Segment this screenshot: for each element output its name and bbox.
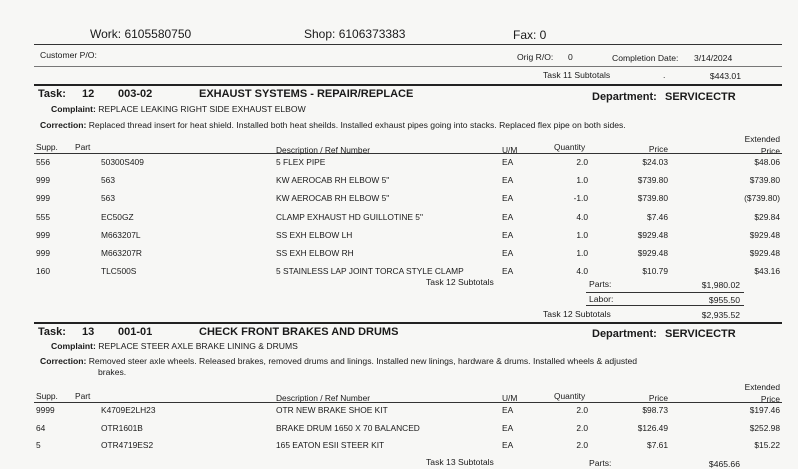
- cell-part: M663207L: [101, 229, 141, 240]
- divider: [586, 305, 744, 306]
- cell-supp: 556: [36, 157, 50, 167]
- col-part: Part: [75, 142, 91, 152]
- shop-phone: Shop: 6106373383: [304, 27, 406, 41]
- orig-ro-value: 0: [568, 52, 573, 62]
- completion-date-value: 3/14/2024: [694, 53, 733, 63]
- task-code: 003-02: [118, 88, 153, 100]
- orig-ro-label: Orig R/O:: [517, 52, 554, 62]
- cell-desc: KW AEROCAB RH ELBOW 5": [276, 175, 390, 186]
- cell-part: EC50GZ: [101, 211, 134, 222]
- completion-date-label: Completion Date:: [612, 53, 679, 63]
- cell-um: EA: [502, 440, 514, 450]
- cell-ext: $48.06: [754, 157, 780, 167]
- complaint-text: REPLACE LEAKING RIGHT SIDE EXHAUST ELBOW: [98, 104, 306, 114]
- cell-supp: 999: [36, 175, 50, 186]
- complaint-label: Complaint:: [51, 341, 96, 351]
- divider: [586, 292, 744, 293]
- task12-subtotals-label: Task 12 Subtotals: [426, 277, 494, 287]
- task12-parts-label: Parts:: [589, 279, 612, 289]
- task13-parts-label: Parts:: [589, 458, 612, 468]
- cell-part: OTR4719ES2: [101, 440, 154, 450]
- cell-desc: BRAKE DRUM 1650 X 70 BALANCED: [276, 422, 420, 433]
- col-quantity: Quantity: [554, 391, 586, 401]
- cell-desc: 5 STAINLESS LAP JOINT TORCA STYLE CLAMP: [276, 266, 464, 277]
- col-extended: Extended: [744, 134, 780, 144]
- col-price: Price: [648, 144, 668, 154]
- cell-part: 563: [101, 193, 115, 204]
- correction-text-continued: brakes.: [98, 367, 127, 377]
- cell-ext: $15.22: [754, 440, 780, 450]
- cell-price: $929.48: [637, 248, 668, 258]
- cell-qty: 2.0: [576, 157, 588, 167]
- table-row: [0, 423, 798, 437]
- task12-labor-label: Labor:: [589, 294, 614, 304]
- task12-total-value: $2,935.52: [701, 310, 740, 320]
- col-price: Price: [648, 393, 668, 403]
- cell-qty: 4.0: [576, 211, 588, 222]
- cell-supp: 160: [36, 266, 50, 277]
- table-row: [0, 440, 798, 454]
- cell-supp: 555: [36, 211, 50, 222]
- cell-um: EA: [502, 157, 514, 167]
- divider: [34, 84, 782, 86]
- cell-um: EA: [502, 193, 514, 204]
- cell-qty: 1.0: [576, 248, 588, 258]
- department-value: SERVICECTR: [665, 91, 736, 103]
- cell-desc: CLAMP EXHAUST HD GUILLOTINE 5": [276, 211, 423, 222]
- task11-subtotals-label: Task 11 Subtotals: [543, 70, 611, 80]
- cell-desc: 165 EATON ESII STEER KIT: [276, 440, 385, 450]
- cell-price: $126.49: [637, 422, 668, 433]
- cell-um: EA: [502, 266, 514, 277]
- divider: [34, 66, 782, 67]
- cell-um: EA: [502, 422, 514, 433]
- cell-desc: SS EXH ELBOW RH: [276, 248, 354, 258]
- department-label: Department:: [592, 328, 657, 340]
- task13-parts-value: $465.66: [708, 459, 740, 469]
- col-supp: Supp.: [36, 142, 58, 152]
- cell-part: 563: [101, 175, 115, 186]
- cell-um: EA: [502, 211, 514, 222]
- divider: [34, 322, 782, 324]
- correction-label: Correction:: [40, 356, 87, 366]
- cell-supp: 64: [36, 422, 46, 433]
- col-extended-price: Price: [760, 394, 780, 404]
- col-description: Description / Ref Number: [276, 145, 371, 155]
- cell-ext: $929.48: [749, 229, 780, 240]
- cell-desc: 5 FLEX PIPE: [276, 157, 326, 167]
- correction-text: Replaced thread insert for heat shield. Installed both heat sheilds. Installed exhaust pipes going into stacks. Replaced flex pipe on both sides.: [88, 120, 626, 130]
- divider: [34, 402, 782, 403]
- cell-supp: 999: [36, 248, 50, 258]
- cell-qty: 2.0: [576, 440, 588, 450]
- cell-qty: 4.0: [576, 266, 588, 277]
- col-um: U/M: [502, 393, 518, 403]
- cell-um: EA: [502, 405, 514, 415]
- task13-subtotals-label: Task 13 Subtotals: [426, 457, 494, 467]
- task12-total-label: Task 12 Subtotals: [543, 309, 611, 319]
- divider: [34, 44, 782, 45]
- cell-part: K4709E2LH23: [101, 405, 156, 415]
- cell-part: OTR1601B: [101, 422, 143, 433]
- cell-price: $98.73: [642, 405, 668, 415]
- cell-desc: SS EXH ELBOW LH: [276, 229, 353, 240]
- cell-um: EA: [502, 175, 514, 186]
- cell-ext: $252.98: [749, 422, 780, 433]
- cell-price: $7.46: [647, 211, 668, 222]
- complaint-text: REPLACE STEER AXLE BRAKE LINING & DRUMS: [98, 341, 298, 351]
- cell-price: $929.48: [637, 229, 668, 240]
- cell-qty: 1.0: [576, 229, 588, 240]
- cell-ext: $197.46: [749, 405, 780, 415]
- table-row: [0, 230, 798, 244]
- cell-price: $739.80: [637, 193, 668, 204]
- divider: [34, 153, 782, 154]
- task-code: 001-01: [118, 326, 153, 338]
- cell-ext: $739.80: [749, 175, 780, 186]
- cell-price: $10.79: [642, 266, 668, 277]
- cell-um: EA: [502, 248, 514, 258]
- col-extended: Extended: [744, 382, 780, 392]
- correction-label: Correction:: [40, 120, 87, 130]
- department-label: Department:: [592, 91, 657, 103]
- col-description: Description / Ref Number: [276, 393, 371, 403]
- task-label: Task:: [38, 88, 66, 100]
- task-title: EXHAUST SYSTEMS - REPAIR/REPLACE: [199, 88, 414, 100]
- task11-subtotal-amount: $443.01: [709, 71, 741, 81]
- cell-desc: KW AEROCAB RH ELBOW 5": [276, 193, 390, 204]
- correction-text: Removed steer axle wheels. Released brakes, removed drums and linings. Installed new linings, hardware & drums. Installed wheels & adjusted: [88, 356, 638, 366]
- task-label: Task:: [38, 326, 66, 338]
- cell-price: $24.03: [642, 157, 668, 167]
- task11-dot: .: [663, 70, 666, 80]
- table-row: [0, 248, 798, 262]
- table-row: [0, 405, 798, 419]
- cell-price: $739.80: [637, 175, 668, 186]
- cell-ext: $29.84: [754, 211, 780, 222]
- col-supp: Supp.: [36, 391, 58, 401]
- table-row: [0, 175, 798, 189]
- cell-qty: 2.0: [576, 405, 588, 415]
- table-row: [0, 212, 798, 226]
- task-number: 13: [82, 326, 95, 338]
- col-part: Part: [75, 391, 91, 401]
- customer-po-label: Customer P/O:: [40, 50, 97, 60]
- cell-qty: 2.0: [576, 422, 588, 433]
- cell-supp: 999: [36, 193, 50, 204]
- cell-part: 50300S409: [101, 157, 144, 167]
- cell-desc: OTR NEW BRAKE SHOE KIT: [276, 405, 388, 415]
- cell-qty: 1.0: [576, 175, 588, 186]
- table-row: [0, 266, 798, 280]
- task12-labor-value: $955.50: [708, 295, 740, 305]
- col-extended-price: Price: [760, 146, 780, 156]
- task12-parts-value: $1,980.02: [701, 280, 740, 290]
- task-title: CHECK FRONT BRAKES AND DRUMS: [199, 326, 399, 338]
- work-phone: Work: 6105580750: [90, 27, 192, 41]
- col-quantity: Quantity: [554, 142, 586, 152]
- cell-supp: 999: [36, 229, 50, 240]
- cell-price: $7.61: [647, 440, 668, 450]
- cell-qty: -1.0: [573, 193, 588, 204]
- cell-part: M663207R: [101, 248, 142, 258]
- cell-supp: 9999: [36, 405, 55, 415]
- cell-ext: ($739.80): [744, 193, 780, 204]
- table-row: [0, 193, 798, 207]
- complaint-label: Complaint:: [51, 104, 96, 114]
- cell-part: TLC500S: [101, 266, 137, 277]
- table-row: [0, 157, 798, 171]
- task-number: 12: [82, 88, 95, 100]
- cell-supp: 5: [36, 440, 41, 450]
- department-value: SERVICECTR: [665, 328, 736, 340]
- cell-ext: $929.48: [749, 248, 780, 258]
- fax-number: Fax: 0: [513, 28, 547, 42]
- cell-um: EA: [502, 229, 514, 240]
- col-um: U/M: [502, 145, 518, 155]
- cell-ext: $43.16: [754, 266, 780, 277]
